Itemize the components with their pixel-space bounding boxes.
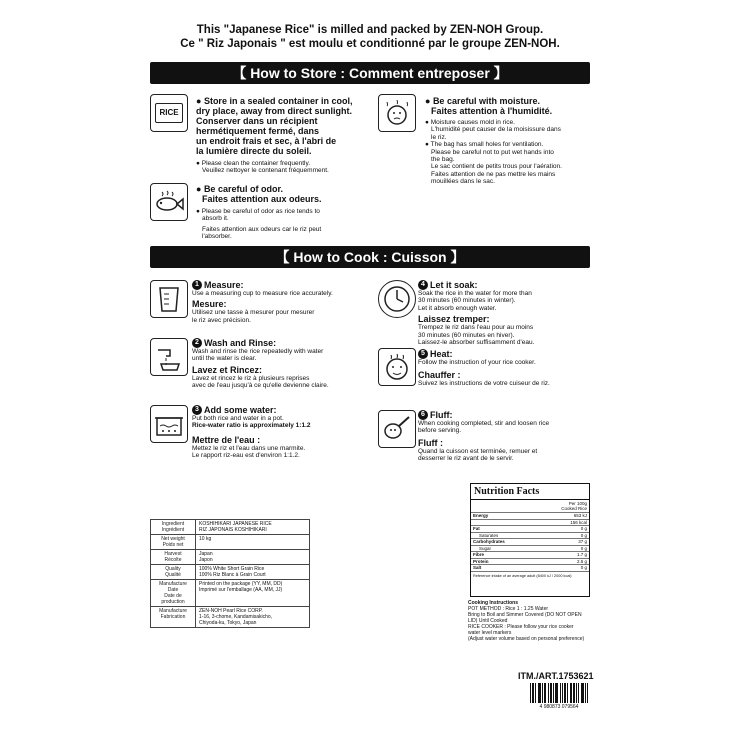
step-3-text-fr-1: Mettez le riz et l'eau dans une marmite. [192, 444, 306, 452]
cook-step-1 [192, 280, 370, 324]
fish-icon [154, 190, 184, 214]
step-6-text-fr-2: desserrer le riz avant de le servir. [418, 455, 514, 463]
step-3-text-en-2: Rice-water ratio is approximately 1:1.2 [192, 422, 311, 430]
barcode [528, 683, 590, 711]
barcode-bar [548, 683, 549, 703]
step-2-text-fr-2: avec de l'eau jusqu'à ce qu'elle devienne claire. [192, 382, 329, 390]
store-line-3: Conserver dans un récipient [196, 116, 318, 126]
spec-row [151, 535, 310, 550]
odor-bullet-en: ● Please be careful of odor as rice tends to [196, 208, 320, 215]
step-2-title-fr: Lavez et Rincez: [192, 364, 263, 375]
step-5-title-en: 5 Heat: [418, 349, 590, 359]
step-4-text-en-3: Let it absorb enough water. [418, 304, 497, 312]
moisture-b1-en: ● Moisture causes mold in rice. [425, 119, 515, 126]
moisture-b1-fr-1: L'humidité peut causer de la moisissure dans [431, 126, 561, 134]
step-5-title-fr: Chauffer : [418, 370, 461, 381]
moisture-b2-en-1: ● The bag has small holes for ventilation. [425, 141, 544, 149]
fish-odor-icon [150, 183, 188, 221]
step-4-title-fr: Laissez tremper: [418, 314, 490, 325]
cooking-instructions-line-1: POT METHOD : Rice 1 : 1.25 Water [468, 606, 549, 612]
step-4-text-fr-1: Trempez le riz dans l'eau pour au moins [418, 324, 534, 332]
odor-title-fr: Faites attention aux odeurs. [202, 194, 322, 204]
barcode-bar [535, 683, 536, 703]
store-bullet-fr: Veuillez nettoyer le contenant fréquemment. [202, 167, 329, 175]
barcode-bars [530, 683, 588, 703]
spec-value: KOSHIHIKARI JAPANESE RICE RIZ JAPONAIS KOSHIHIKARI [196, 520, 310, 535]
pot-svg-icon [154, 410, 184, 438]
step-4-title-en: 4 Let it soak: [418, 280, 590, 290]
spec-label: Manufacture Fabrication [151, 607, 196, 628]
nutrient-name: Salt [473, 565, 482, 570]
barcode-bar [583, 683, 584, 703]
cooking-instructions-title: Cooking Instructions [468, 600, 518, 606]
cook-step-3 [192, 405, 370, 460]
cup-svg-icon [156, 285, 182, 313]
nutrition-per [471, 500, 589, 512]
step-1-text-en: Use a measuring cup to measure rice accurately. [192, 290, 333, 297]
step-4-text-fr-2: 30 minutes (60 minutes en hiver). [418, 331, 515, 339]
step-6-title-fr: Fluff : [418, 437, 443, 448]
step-1-title-en: 1 Measure: [192, 280, 370, 290]
spec-label: Harvest Récolte [151, 550, 196, 565]
spec-value: Printed on the package (YY, MM, DD) Imprimé sur l'emballage (AA, MM, JJ) [196, 580, 310, 607]
spec-row [151, 580, 310, 607]
cook-step-2 [192, 338, 370, 390]
step-3-title-en: 3 Add some water: [192, 405, 370, 415]
moisture-b2-en-2: Please be careful not to put wet hands into [431, 148, 554, 156]
spec-value: 10 kg [196, 535, 310, 550]
moisture-face-svg-icon [382, 98, 412, 128]
store-section-header: 【 How to Store : Comment entreposer 】 [150, 62, 590, 84]
barcode-bar [553, 683, 554, 703]
cooking-instructions-line-4: RICE COOKER : Please follow your rice cooker [468, 624, 574, 630]
store-line-1: ● Store in a sealed container in cool, [196, 96, 353, 106]
nutrition-title: Nutrition Facts [471, 484, 589, 500]
barcode-bar [562, 683, 563, 703]
store-item-odor [196, 184, 366, 241]
spatula-svg-icon [382, 414, 412, 444]
intro-line-en: This "Japanese Rice" is milled and packed by ZEN-NOH Group. [196, 24, 544, 36]
step-4-text-en-2: 30 minutes (60 minutes in winter). [418, 297, 516, 305]
step-2-number: 2 [192, 338, 202, 348]
step-1-title-fr: Mesure: [192, 299, 227, 310]
step-3-text-fr-2: Le rapport riz-eau est d'environ 1:1.2. [192, 452, 300, 460]
nutrient-value: 156 kcal [570, 519, 587, 525]
odor-bullet-fr-1: Faites attention aux odeurs car le riz peut [202, 225, 322, 233]
step-2-text-fr-1: Lavez et rincez le riz à plusieurs reprises [192, 374, 310, 382]
spec-row [151, 550, 310, 565]
nutrient-name: Sugar [479, 545, 492, 551]
barcode-bar [571, 683, 572, 703]
nutrition-facts-panel [470, 483, 590, 597]
barcode-bar [551, 683, 552, 703]
nutrition-per-amount: Per 100g [568, 501, 587, 506]
cook-section-header: 【 How to Cook : Cuisson 】 [150, 246, 590, 268]
barcode-bar [560, 683, 561, 703]
nutrient-value: 0 g [580, 565, 587, 570]
spec-row [151, 565, 310, 580]
step-1-text-fr-2: le riz avec précision. [192, 316, 251, 324]
nutrient-name: Fibre [473, 552, 485, 557]
clock-svg-icon [382, 284, 412, 314]
moisture-b2-en-3: the bag. [431, 156, 455, 164]
nutrient-value: 0 g [580, 545, 587, 551]
nutrient-value: 37 g [578, 539, 587, 544]
spec-label: Net weight Poids net [151, 535, 196, 550]
spec-label: Ingredient Ingrédient [151, 520, 196, 535]
odor-bullet-en-2: absorb it. [202, 215, 229, 223]
spec-row [151, 520, 310, 535]
moisture-b2-fr-2: Faites attention de ne pas mettre les mains [431, 170, 556, 178]
product-spec-table-wrap [150, 519, 310, 628]
step-6-text-fr-1: Quand la cuisson est terminée, remuer et [418, 447, 538, 455]
odor-title-en: ● Be careful of odor. [196, 184, 283, 194]
barcode-bar [557, 683, 558, 703]
store-item-moisture [425, 96, 590, 186]
barcode-bar [542, 683, 543, 703]
spec-label: Quality Qualité [151, 565, 196, 580]
step-3-title-fr: Mettre de l'eau : [192, 434, 261, 445]
nutrient-name: Carbohydrates [473, 539, 505, 544]
nutrient-value: 1.7 g [576, 552, 587, 557]
step-2-text-en-2: until the water is clear. [192, 355, 257, 363]
measuring-cup-icon [150, 280, 188, 318]
barcode-bar [585, 683, 586, 703]
nutrition-footnote: Reference intake of an average adult (8400 kJ / 2000 kcal) [471, 571, 589, 581]
store-line-4: hermétiquement fermé, dans [196, 126, 320, 136]
nutrient-value: 653 kJ [573, 513, 587, 518]
step-4-text-en-1: Soak the rice in the water for more than [418, 290, 532, 297]
cooking-instructions [468, 600, 590, 642]
moisture-b1-fr-2: le riz. [431, 133, 447, 141]
barcode-bar [587, 683, 588, 703]
intro-line-fr: Ce " Riz Japonais " est moulu et conditionné par le groupe ZEN-NOH. [180, 38, 560, 50]
nutrient-name: Energy [473, 513, 489, 518]
step-1-number: 1 [192, 280, 202, 290]
moisture-b2-fr-1: Le sac contient de petits trous pour l'aération. [431, 163, 562, 171]
spec-value: 100% White Short Grain Rice 100% Riz Blanc à Grain Court [196, 565, 310, 580]
store-bullet-en: ● Please clean the container frequently. [196, 160, 311, 167]
cook-step-6 [418, 410, 590, 463]
moisture-face-icon [378, 94, 416, 132]
step-5-number: 5 [418, 349, 428, 359]
cook-step-5 [418, 349, 590, 388]
rice-container-icon [150, 94, 188, 132]
barcode-bar [540, 683, 541, 703]
barcode-bar [576, 683, 577, 703]
barcode-bar [567, 683, 568, 703]
cooking-instructions-line-6: (Adjust water volume based on personal preference) [468, 636, 585, 642]
moisture-title-fr: Faites attention à l'humidité. [431, 106, 553, 116]
store-line-6: la lumière directe du soleil. [196, 146, 312, 156]
step-1-text-fr-1: Utilisez une tasse à mesurer pour mesurer [192, 309, 315, 317]
spec-label: Manufacture Date Date de production [151, 580, 196, 607]
cooking-instructions-line-3: LID) Until Cooked [468, 618, 508, 624]
store-line-5: un endroit frais et sec, à l'abri de [196, 136, 337, 146]
product-spec-table [150, 519, 310, 628]
spec-value: ZEN-NOH Pearl Rice CORP. 1-16, 3-chome, Kandamisakicho, Chiyoda-ku, Tokyo, Japan [196, 607, 310, 628]
faucet-icon [150, 338, 188, 376]
spec-value: Japan Japon [196, 550, 310, 565]
barcode-digits: 4 980873 079564 [539, 704, 579, 710]
rice-cooker-face-icon [378, 348, 416, 386]
step-6-text-en-2: before serving. [418, 427, 461, 435]
step-2-text-en-1: Wash and rinse the rice repeatedly with water [192, 348, 324, 355]
item-number: ITM./ART.1753621 [518, 671, 594, 681]
step-2-title-en: 2 Wash and Rinse: [192, 338, 370, 348]
nutrition-per-basis: Cooked Rice [561, 506, 587, 511]
nutrient-value: 0 g [580, 532, 587, 538]
barcode-bar [530, 683, 531, 703]
step-6-number: 6 [418, 410, 428, 420]
nutrition-rows [471, 512, 589, 571]
step-5-text-en: Follow the instruction of your rice cooker. [418, 359, 536, 366]
nutrient-name: Fat [473, 526, 480, 531]
nutrient-value: 2.5 g [576, 558, 587, 564]
rice-label-icon-text: RICE [155, 103, 183, 123]
step-4-number: 4 [418, 280, 428, 290]
moisture-b2-fr-3: mouillées dans le sac. [431, 178, 495, 186]
store-item-sealed [196, 96, 366, 175]
step-6-title-en: 6 Fluff: [418, 410, 590, 420]
barcode-bar [565, 683, 566, 703]
barcode-bar [574, 683, 575, 703]
cooking-instructions-line-5: water level markers [468, 630, 512, 636]
cook-step-4 [418, 280, 590, 346]
barcode-bar [578, 683, 579, 703]
moisture-title-en: ● Be careful with moisture. [425, 96, 540, 106]
step-6-text-en-1: When cooking completed, stir and loosen rice [418, 420, 550, 427]
barcode-bar [533, 683, 534, 703]
cooker-face-svg-icon [382, 352, 412, 382]
nutrient-name: Protein [473, 558, 489, 564]
cooking-instructions-line-2: Bring to Boil and Simmer Covered (DO NOT OPEN [468, 612, 582, 618]
clock-icon [378, 280, 416, 318]
step-3-number: 3 [192, 405, 202, 415]
step-4-text-fr-3: Laissez-le absorber suffisamment d'eau. [418, 339, 535, 347]
odor-bullet-fr-2: l'absorber. [202, 233, 232, 241]
nutrient-value: 0 g [580, 526, 587, 531]
barcode-bar [545, 683, 546, 703]
nutrient-name: Saturates [479, 532, 499, 538]
store-line-2: dry place, away from direct sunlight. [196, 106, 353, 116]
step-5-text-fr: Suivez les instructions de votre cuiseur de riz. [418, 380, 550, 388]
spec-row [151, 607, 310, 628]
spatula-icon [378, 410, 416, 448]
faucet-svg-icon [155, 342, 183, 372]
pot-water-icon [150, 405, 188, 443]
step-3-text-en-1: Put both rice and water in a pot. [192, 415, 284, 422]
